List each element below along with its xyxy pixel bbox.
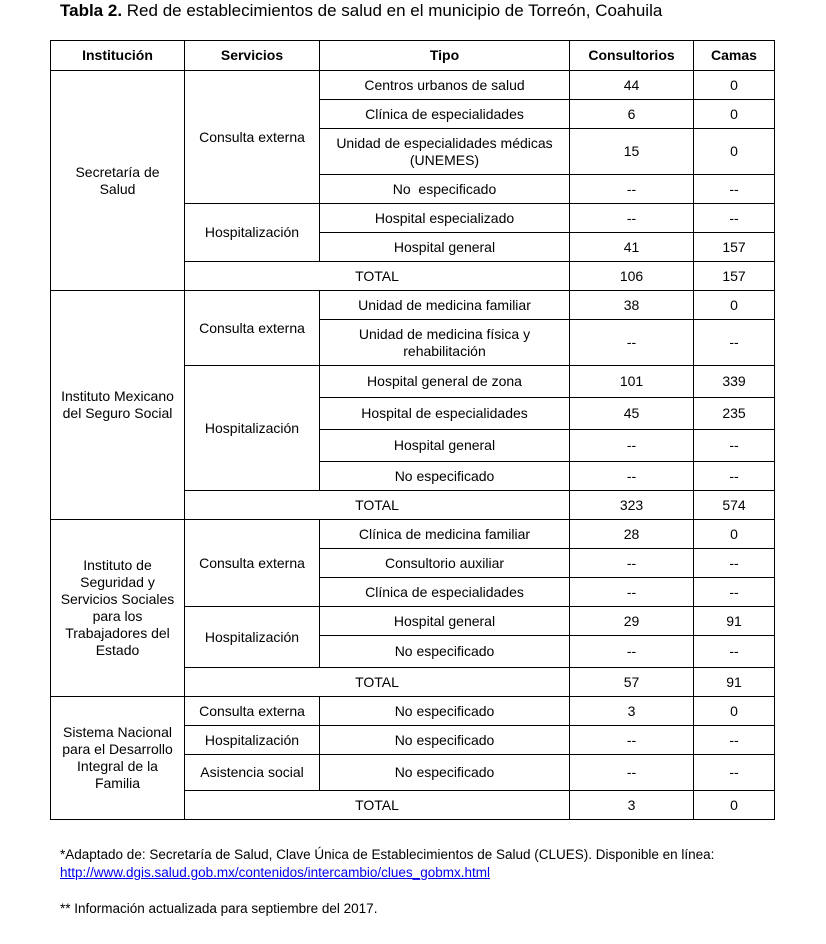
total-camas: 574 xyxy=(694,491,775,520)
camas-cell: 0 xyxy=(694,129,775,175)
total-consultorios: 106 xyxy=(570,262,694,291)
total-label: TOTAL xyxy=(185,791,570,820)
institution-cell: Secretaría de Salud xyxy=(51,71,185,291)
consultorios-cell: 3 xyxy=(570,697,694,726)
tipo-cell: Hospital especializado xyxy=(320,204,570,233)
consultorios-cell: 41 xyxy=(570,233,694,262)
service-cell: Consulta externa xyxy=(185,520,320,607)
consultorios-cell: -- xyxy=(570,549,694,578)
tipo-cell: Hospital general xyxy=(320,430,570,462)
source-note xyxy=(60,846,770,882)
total-camas: 0 xyxy=(694,791,775,820)
consultorios-cell: -- xyxy=(570,320,694,366)
source-link[interactable]: http://www.dgis.salud.gob.mx/contenidos/intercambio/clues_gobmx.html xyxy=(60,865,490,880)
total-label: TOTAL xyxy=(185,491,570,520)
institution-cell: Sistema Nacional para el Desarrollo Integral de la Familia xyxy=(51,697,185,820)
table-row xyxy=(51,520,775,549)
camas-cell: -- xyxy=(694,549,775,578)
camas-cell: 0 xyxy=(694,697,775,726)
total-consultorios: 3 xyxy=(570,791,694,820)
camas-cell: -- xyxy=(694,462,775,491)
tipo-cell: Consultorio auxiliar xyxy=(320,549,570,578)
service-cell: Consulta externa xyxy=(185,71,320,204)
tipo-cell: Hospital general xyxy=(320,607,570,636)
health-network-table xyxy=(50,40,775,820)
service-cell: Consulta externa xyxy=(185,291,320,366)
consultorios-cell: 29 xyxy=(570,607,694,636)
caption-label: Tabla 2. xyxy=(60,1,123,20)
tipo-cell: Unidad de medicina física y rehabilitación xyxy=(320,320,570,366)
camas-cell: 0 xyxy=(694,520,775,549)
header-consultorios: Consultorios xyxy=(570,41,694,71)
institution-cell: Instituto de Seguridad y Servicios Sociales para los Trabajadores del Estado xyxy=(51,520,185,697)
tipo-cell: Clínica de especialidades xyxy=(320,578,570,607)
consultorios-cell: 38 xyxy=(570,291,694,320)
consultorios-cell: -- xyxy=(570,430,694,462)
service-cell: Hospitalización xyxy=(185,204,320,262)
table-caption xyxy=(60,0,662,22)
institution-cell: Instituto Mexicano del Seguro Social xyxy=(51,291,185,520)
header-servicios: Servicios xyxy=(185,41,320,71)
header-institucion: Institución xyxy=(51,41,185,71)
tipo-cell: Hospital general de zona xyxy=(320,366,570,398)
table-header-row xyxy=(51,41,775,71)
camas-cell: 157 xyxy=(694,233,775,262)
table-row xyxy=(51,71,775,100)
tipo-cell: Unidad de medicina familiar xyxy=(320,291,570,320)
update-note: ** Información actualizada para septiembre del 2017. xyxy=(60,901,378,916)
consultorios-cell: 45 xyxy=(570,398,694,430)
camas-cell: 0 xyxy=(694,291,775,320)
consultorios-cell: 28 xyxy=(570,520,694,549)
camas-cell: 235 xyxy=(694,398,775,430)
consultorios-cell: -- xyxy=(570,636,694,668)
camas-cell: -- xyxy=(694,636,775,668)
tipo-cell: No especificado xyxy=(320,697,570,726)
consultorios-cell: -- xyxy=(570,175,694,204)
camas-cell: 0 xyxy=(694,100,775,129)
tipo-cell: No especificado xyxy=(320,636,570,668)
consultorios-cell: 6 xyxy=(570,100,694,129)
table-row xyxy=(51,291,775,320)
tipo-cell: No especificado xyxy=(320,175,570,204)
tipo-cell: Centros urbanos de salud xyxy=(320,71,570,100)
consultorios-cell: 101 xyxy=(570,366,694,398)
table-row xyxy=(51,697,775,726)
tipo-cell: Hospital de especialidades xyxy=(320,398,570,430)
tipo-cell: No especificado xyxy=(320,755,570,791)
camas-cell: -- xyxy=(694,726,775,755)
total-camas: 157 xyxy=(694,262,775,291)
consultorios-cell: 15 xyxy=(570,129,694,175)
header-camas: Camas xyxy=(694,41,775,71)
camas-cell: -- xyxy=(694,320,775,366)
consultorios-cell: -- xyxy=(570,462,694,491)
total-label: TOTAL xyxy=(185,668,570,697)
total-consultorios: 57 xyxy=(570,668,694,697)
camas-cell: 339 xyxy=(694,366,775,398)
total-camas: 91 xyxy=(694,668,775,697)
tipo-cell: Clínica de especialidades xyxy=(320,100,570,129)
consultorios-cell: -- xyxy=(570,755,694,791)
tipo-cell: Unidad de especialidades médicas (UNEMES) xyxy=(320,129,570,175)
camas-cell: -- xyxy=(694,578,775,607)
total-label: TOTAL xyxy=(185,262,570,291)
tipo-cell: Clínica de medicina familiar xyxy=(320,520,570,549)
service-cell: Hospitalización xyxy=(185,726,320,755)
service-cell: Hospitalización xyxy=(185,366,320,491)
service-cell: Consulta externa xyxy=(185,697,320,726)
service-cell: Asistencia social xyxy=(185,755,320,791)
camas-cell: -- xyxy=(694,175,775,204)
tipo-cell: No especificado xyxy=(320,462,570,491)
service-cell: Hospitalización xyxy=(185,607,320,668)
tipo-cell: Hospital general xyxy=(320,233,570,262)
total-consultorios: 323 xyxy=(570,491,694,520)
source-text: *Adaptado de: Secretaría de Salud, Clave Única de Establecimientos de Salud (CLUES). Disponible en línea: xyxy=(60,847,715,862)
caption-text: Red de establecimientos de salud en el municipio de Torreón, Coahuila xyxy=(126,1,663,20)
camas-cell: -- xyxy=(694,430,775,462)
tipo-cell: No especificado xyxy=(320,726,570,755)
consultorios-cell: -- xyxy=(570,204,694,233)
consultorios-cell: 44 xyxy=(570,71,694,100)
camas-cell: 91 xyxy=(694,607,775,636)
camas-cell: -- xyxy=(694,204,775,233)
camas-cell: -- xyxy=(694,755,775,791)
camas-cell: 0 xyxy=(694,71,775,100)
consultorios-cell: -- xyxy=(570,578,694,607)
consultorios-cell: -- xyxy=(570,726,694,755)
header-tipo: Tipo xyxy=(320,41,570,71)
